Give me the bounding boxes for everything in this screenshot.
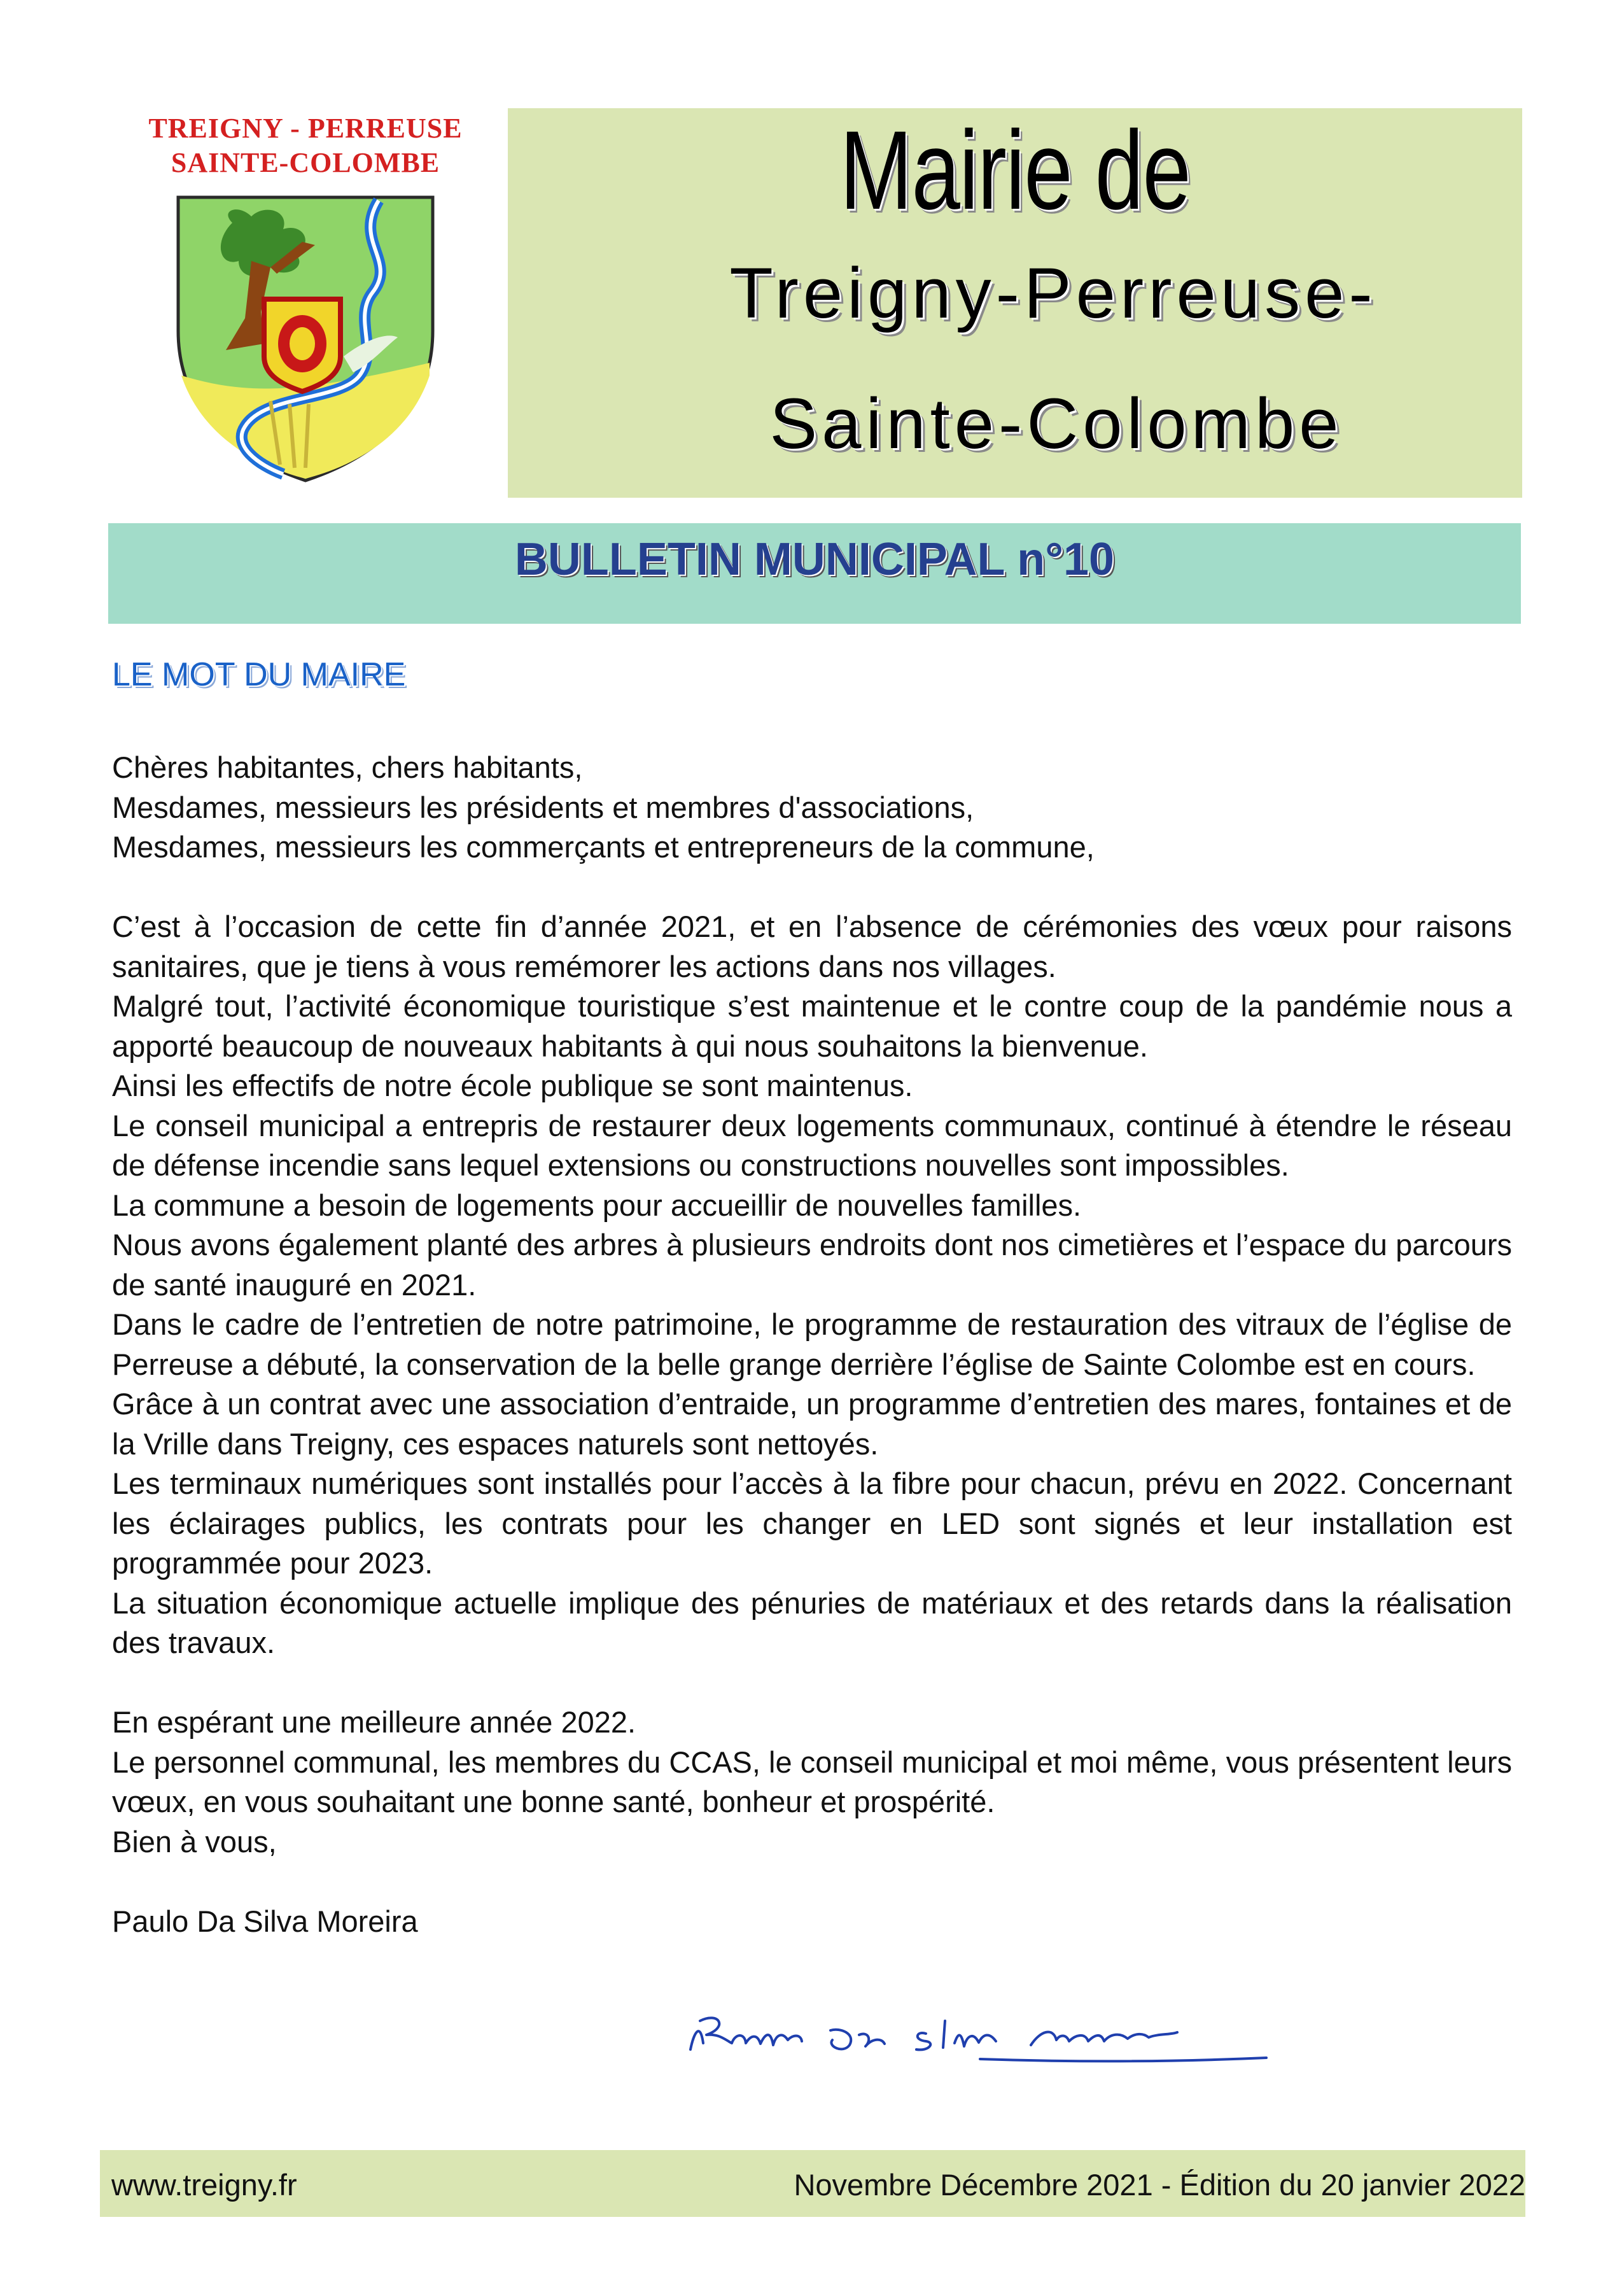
header-title-line1: Mairie de bbox=[839, 108, 1191, 233]
bulletin-title: BULLETIN MUNICIPAL n°10 bbox=[514, 534, 1115, 585]
letter-paragraph: Le conseil municipal a entrepris de restaurer deux logements communaux, continué à étendre le réseau de défense incendie sans lequel extensions ou constructions nouvelles sont impossibles. bbox=[112, 1108, 1512, 1182]
letter-paragraph: La situation économique actuelle implique des pénuries de matériaux et des retards dans la réalisation des travaux. bbox=[112, 1585, 1512, 1659]
greeting-line: Mesdames, messieurs les commerçants et entrepreneurs de la commune, bbox=[112, 830, 1095, 864]
letter-paragraph: Les terminaux numériques sont installés pour l’accès à la fibre pour chacun, prévu en 2022. Concernant les éclairages publics, les contrats pour les changer en LED sont signés et leur installation est programmée pour 2023. bbox=[112, 1466, 1512, 1580]
header-title-line3: Sainte-Colombe bbox=[769, 384, 1343, 463]
closing-line: En espérant une meilleure année 2022. bbox=[112, 1705, 636, 1739]
letter-paragraph: La commune a besoin de logements pour accueillir de nouvelles familles. bbox=[112, 1188, 1082, 1222]
closing-line: Bien à vous, bbox=[112, 1824, 277, 1859]
letter-paragraph: Nous avons également planté des arbres à plusieurs endroits dont nos cimetières et l’espace du parcours de santé inauguré en 2021. bbox=[112, 1228, 1512, 1302]
coat-of-arms-icon bbox=[169, 185, 442, 484]
mayor-letter bbox=[112, 748, 1512, 1941]
logo-title-line1: TREIGNY - PERREUSE bbox=[148, 113, 463, 144]
letter-paragraph: Dans le cadre de l’entretien de notre patrimoine, le programme de restauration des vitraux de l’église de Perreuse a débuté, la conservation de la belle grange derrière l’église de Sainte Colombe est en cours. bbox=[112, 1307, 1512, 1381]
header-title-line2: Treigny-Perreuse- bbox=[729, 253, 1377, 333]
footer-edition: Novembre Décembre 2021 - Édition du 20 janvier 2022 bbox=[794, 2168, 1525, 2202]
greeting-line: Mesdames, messieurs les présidents et membres d'associations, bbox=[112, 790, 974, 824]
letter-paragraph: Grâce à un contrat avec une association d’entraide, un programme d’entretien des mares, fontaines et de la Vrille dans Treigny, ces espaces naturels sont nettoyés. bbox=[112, 1387, 1512, 1461]
page-footer bbox=[100, 2150, 1525, 2217]
municipal-logo bbox=[108, 102, 503, 484]
letter-author: Paulo Da Silva Moreira bbox=[112, 1904, 418, 1938]
bulletin-banner bbox=[108, 523, 1521, 624]
letter-paragraph: C’est à l’occasion de cette fin d’année 2021, et en l’absence de cérémonies des vœux pour raisons sanitaires, que je tiens à vous remémorer les actions dans nos villages. bbox=[112, 910, 1512, 983]
handwritten-signature bbox=[675, 1995, 1285, 2078]
footer-website: www.treigny.fr bbox=[111, 2168, 297, 2202]
greeting-line: Chères habitantes, chers habitants, bbox=[112, 750, 583, 784]
header-banner bbox=[508, 108, 1522, 498]
logo-title-line2: SAINTE-COLOMBE bbox=[171, 147, 440, 178]
letter-paragraph: Malgré tout, l’activité économique touristique s’est maintenue et le contre coup de la pandémie nous a apporté beaucoup de nouveaux habitants à qui nous souhaitons la bienvenue. bbox=[112, 989, 1512, 1063]
section-title: LE MOT DU MAIRE bbox=[112, 656, 406, 693]
closing-line: Le personnel communal, les membres du CCAS, le conseil municipal et moi même, vous présentent leurs vœux, en vous souhaitant une bonne santé, bonheur et prospérité. bbox=[112, 1745, 1512, 1818]
letter-paragraph: Ainsi les effectifs de notre école publique se sont maintenus. bbox=[112, 1069, 913, 1102]
